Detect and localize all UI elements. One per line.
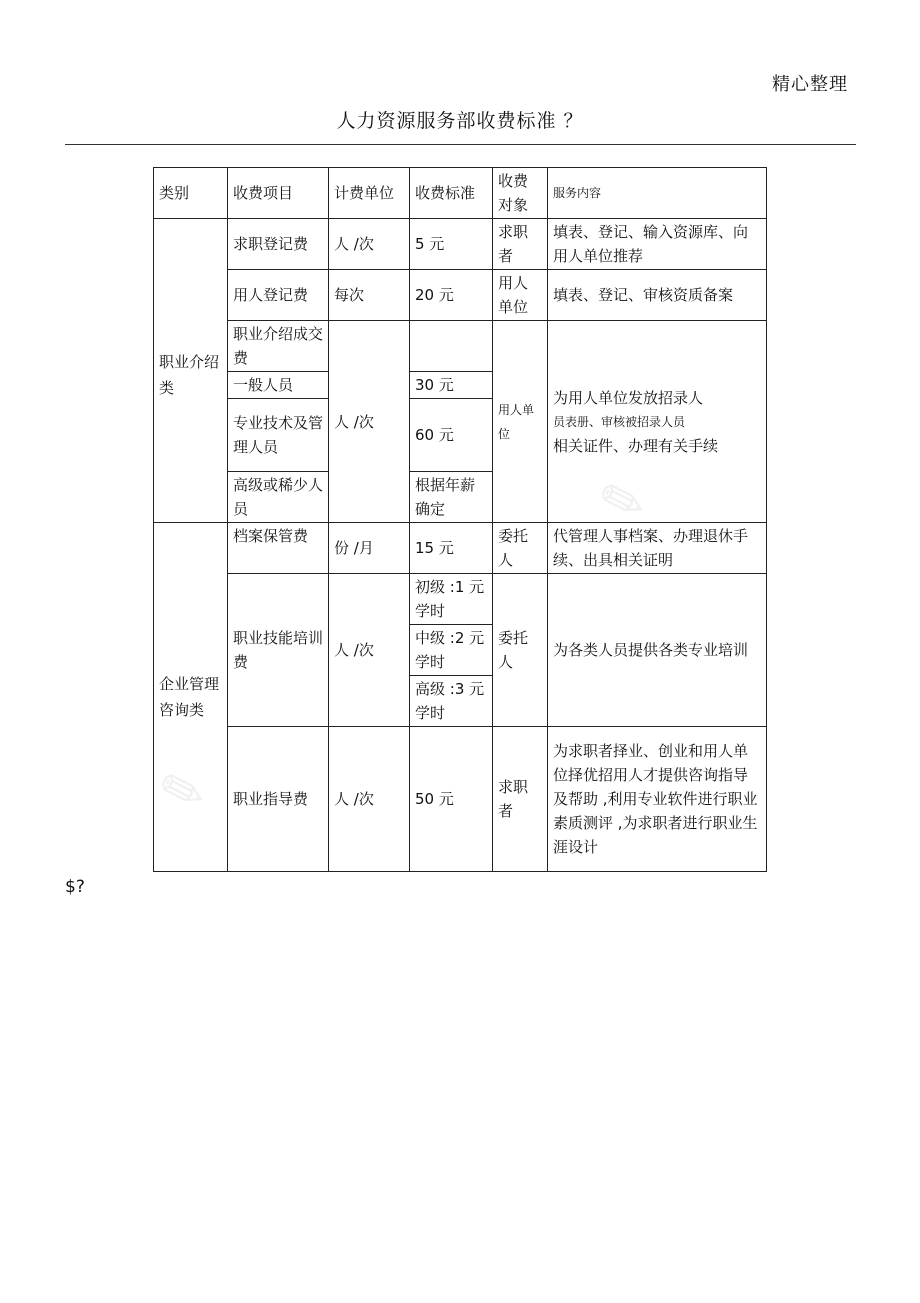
table-row: [154, 321, 767, 372]
header-content: 服务内容: [548, 168, 767, 219]
standard-cell: 20 元: [410, 270, 493, 321]
standard-cell: 中级 :2 元学时: [410, 625, 493, 676]
footer-mark: $?: [65, 877, 85, 897]
table-row: [154, 727, 767, 872]
table-row: [154, 270, 767, 321]
target-cell: 求职者: [493, 727, 548, 872]
item-cell: 高级或稀少人员: [228, 472, 329, 523]
table-row: [154, 219, 767, 270]
content-cell: 填表、登记、审核资质备案: [548, 270, 767, 321]
unit-cell: 人 /次: [329, 727, 410, 872]
watermark-stamp-lower: ✎: [151, 754, 214, 829]
standard-cell-empty: [410, 321, 493, 372]
content-cell: 填表、登记、输入资源库、向用人单位推荐: [548, 219, 767, 270]
standard-cell: 高级 :3 元学时: [410, 676, 493, 727]
item-cell: 一般人员: [228, 372, 329, 399]
header-target: 收费对象: [493, 168, 548, 219]
target-cell: 用人单位: [493, 270, 548, 321]
unit-cell: 人 /次: [329, 219, 410, 270]
title-divider: [65, 144, 856, 145]
item-cell: 用人登记费: [228, 270, 329, 321]
item-cell: 求职登记费: [228, 219, 329, 270]
item-cell: 职业指导费: [228, 727, 329, 872]
target-cell: 委托人: [493, 523, 548, 574]
standard-cell: 5 元: [410, 219, 493, 270]
page-title: 人力资源服务部收费标准 ？: [336, 110, 584, 132]
watermark-stamp: ✎: [591, 464, 654, 539]
item-cell: 职业介绍成交费: [228, 321, 329, 372]
table-row: [154, 574, 767, 625]
standard-cell: 30 元: [410, 372, 493, 399]
header-note: 精心整理: [772, 74, 848, 95]
category-job-intro: 职业介绍类: [154, 219, 228, 523]
content-cell: 代管理人事档案、办理退休手续、出具相关证明: [548, 523, 767, 574]
target-cell-group: 用人单位: [493, 321, 548, 523]
unit-cell: 份 /月: [329, 523, 410, 574]
target-cell: 求职者: [493, 219, 548, 270]
unit-cell: 每次: [329, 270, 410, 321]
content-cell: 为求职者择业、创业和用人单位择优招用人才提供咨询指导及帮助 ,利用专业软件进行职业素质测评 ,为求职者进行职业生涯设计: [548, 727, 767, 872]
item-cell: 职业技能培训费: [228, 574, 329, 727]
standard-cell: 60 元: [410, 399, 493, 472]
header-standard: 收费标准: [410, 168, 493, 219]
content-line: 为用人单位发放招录人: [553, 388, 704, 407]
item-cell: 档案保管费: [228, 523, 329, 574]
content-cell-group: [548, 321, 767, 523]
standard-cell: 15 元: [410, 523, 493, 574]
unit-cell-group: 人 /次: [329, 321, 410, 523]
table-header-row: [154, 168, 767, 219]
header-category: 类别: [154, 168, 228, 219]
standard-cell: 50 元: [410, 727, 493, 872]
table-row: [154, 523, 767, 574]
header-item: 收费项目: [228, 168, 329, 219]
category-consulting: 企业管理咨询类: [154, 523, 228, 872]
item-cell: 专业技术及管理人员: [228, 399, 329, 472]
fee-standard-table: [153, 167, 767, 872]
content-line: 相关证件、办理有关手续: [553, 436, 719, 455]
header-unit: 计费单位: [329, 168, 410, 219]
standard-cell: 根据年薪确定: [410, 472, 493, 523]
unit-cell: 人 /次: [329, 574, 410, 727]
standard-cell: 初级 :1 元学时: [410, 574, 493, 625]
content-line: 员表册、审核被招录人员: [553, 414, 686, 429]
content-cell: 为各类人员提供各类专业培训: [548, 574, 767, 727]
target-cell: 委托人: [493, 574, 548, 727]
